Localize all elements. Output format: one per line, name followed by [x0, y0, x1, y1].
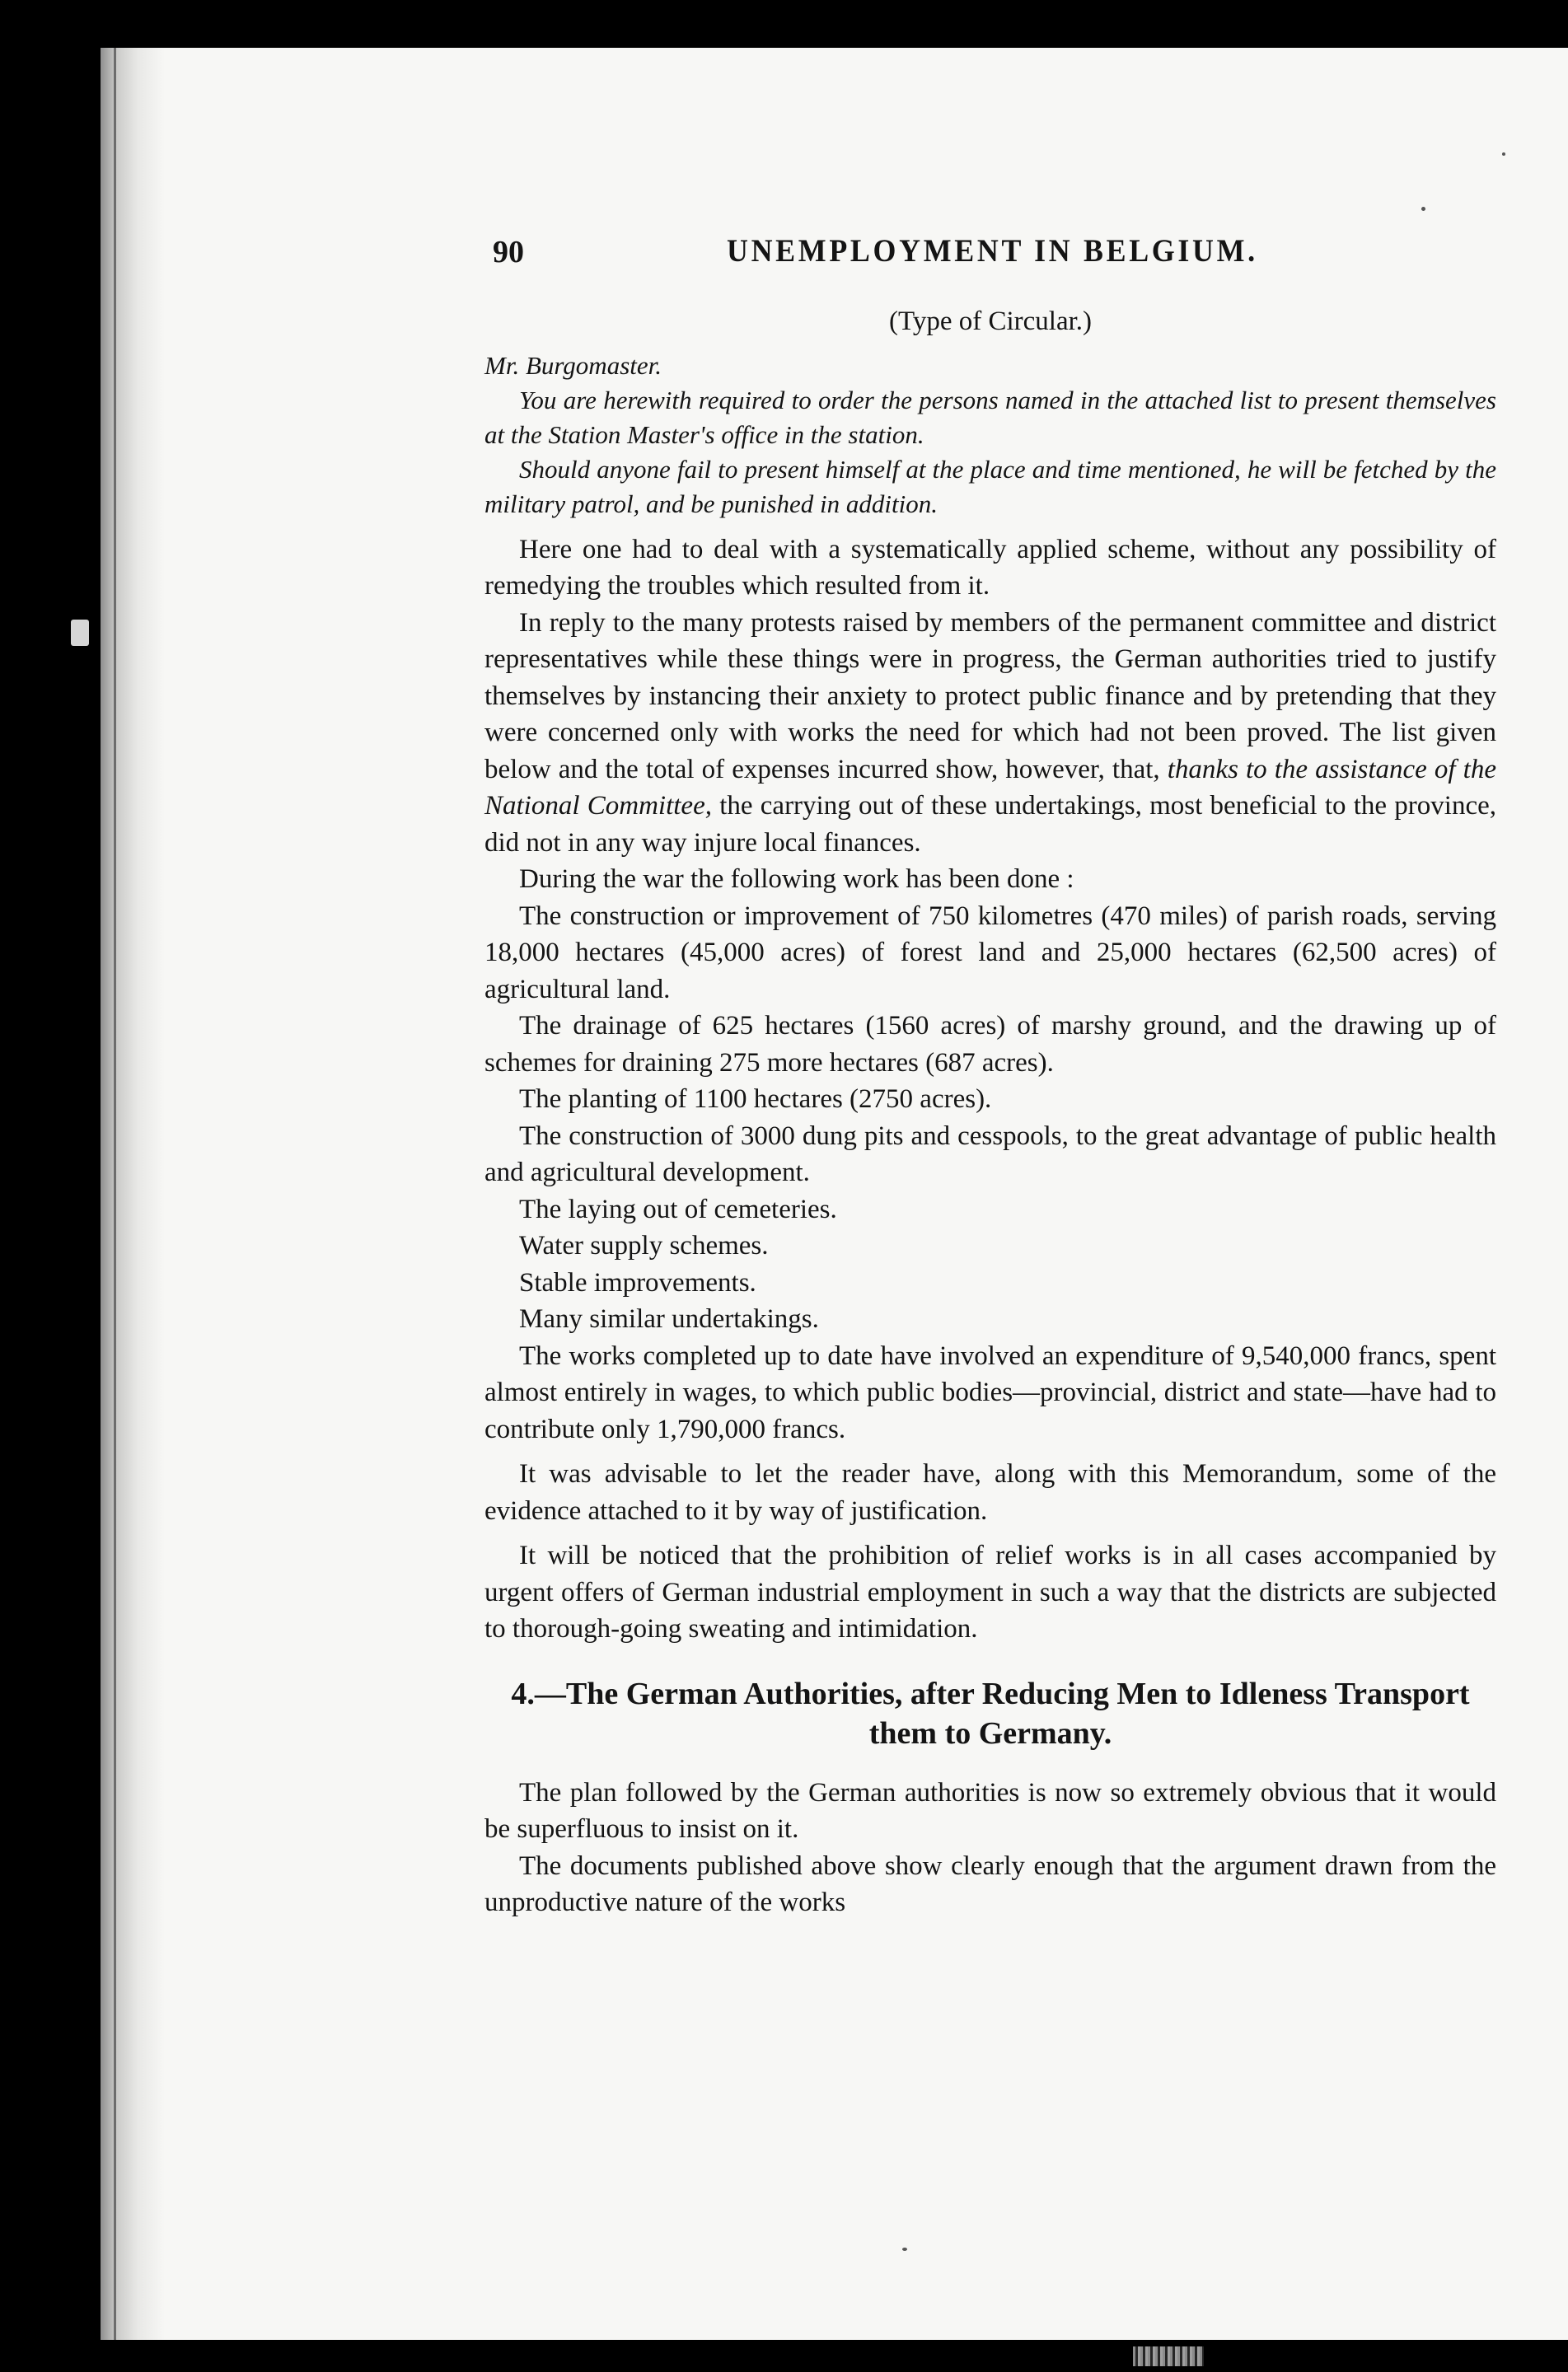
circular-paragraph: You are herewith required to order the persons named in the attached list to present themselves at the Station Master's office in the station. — [484, 385, 1496, 449]
body-paragraph: It was advisable to let the reader have, along with this Memorandum, some of the evidence attached to it by way of justification. — [484, 1459, 1496, 1526]
running-head: UNEMPLOYMENT IN BELGIUM. — [727, 233, 1258, 269]
circular-text — [484, 349, 1496, 522]
bottom-blot — [1133, 2346, 1204, 2366]
binding-edge — [101, 48, 165, 2340]
body-paragraph-text: In reply to the many protests raised by members of the permanent committee and district representatives while these things were in progress, the German authorities tried to justify themselves by instancing their anxiety to protect public finance and by pretending that they were concerned only with works the need for which had not been proved. The list given below and the total of expenses incurred show, however, that, — [484, 607, 1496, 784]
body-paragraph: The plan followed by the German authorities is now so extremely obvious that it would be superfluous to insist on it. — [484, 1777, 1496, 1844]
continuation-text — [484, 1775, 1496, 1921]
work-item: The drainage of 625 hectares (1560 acres) of marshy ground, and the drawing up of schemes for draining 275 more hectares (687 acres). — [484, 1011, 1496, 1078]
margin-mark — [71, 620, 89, 646]
body-paragraph: Here one had to deal with a systematically applied scheme, without any possibility of remedying the troubles which resulted from it. — [484, 534, 1496, 601]
circular-type-label: (Type of Circular.) — [888, 306, 1093, 336]
work-item: The construction or improvement of 750 kilometres (470 miles) of parish roads, serving 18,000 hectares (45,000 acres) of forest land and 25,000 hectares (62,500 acres) of agricultural land. — [484, 901, 1496, 1004]
dust-speck — [902, 2248, 907, 2251]
body-paragraph: The works completed up to date have involved an expenditure of 9,540,000 francs, spent almost entirely in wages, to which public bodies—provincial, district and state—have had to contribute only 1,790,000 francs. — [484, 1340, 1496, 1444]
circular-paragraph: Should anyone fail to present himself at the place and time mentioned, he will be fetched by the military patrol, and be punished in addition. — [484, 454, 1496, 518]
work-item: The planting of 1100 hectares (2750 acres). — [519, 1084, 992, 1114]
work-item: Stable improvements. — [519, 1267, 756, 1298]
work-item: The laying out of cemeteries. — [519, 1194, 837, 1224]
work-item: Water supply schemes. — [519, 1231, 769, 1261]
circular-salutation: Mr. Burgomaster. — [484, 350, 662, 380]
page-content — [484, 303, 1496, 1921]
page-number: 90 — [493, 235, 524, 269]
italic-emphasis: thanks to the assistance of the National Committee, — [484, 754, 1496, 821]
body-paragraph: During the war the following work has been done : — [519, 864, 1074, 894]
work-item: Many similar undertakings. — [519, 1304, 819, 1334]
body-text — [484, 531, 1496, 1648]
page-edge-line — [114, 48, 116, 2340]
body-paragraph: The documents published above show clearly enough that the argument drawn from the unproductive nature of the works — [484, 1850, 1496, 1917]
dust-speck — [1502, 152, 1505, 156]
body-paragraph: It will be noticed that the prohibition of relief works is in all cases accompanied by urgent offers of German industrial employment in such a way that the districts are subjected to thorough-going sweating and intimidation. — [484, 1541, 1496, 1644]
section-number: 4. — [511, 1676, 535, 1711]
dust-speck — [1421, 207, 1425, 211]
work-item: The construction of 3000 dung pits and cesspools, to the great advantage of public health and agricultural development. — [484, 1121, 1496, 1187]
body-paragraph-text: the carrying out of these undertakings, most beneficial to the province, did not in any way injure local finances. — [484, 791, 1496, 858]
body-paragraph — [484, 605, 1496, 862]
section-heading-text: —The German Authorities, after Reducing Men to Idleness Transport them to Germany. — [534, 1676, 1470, 1751]
section-heading — [484, 1674, 1496, 1753]
